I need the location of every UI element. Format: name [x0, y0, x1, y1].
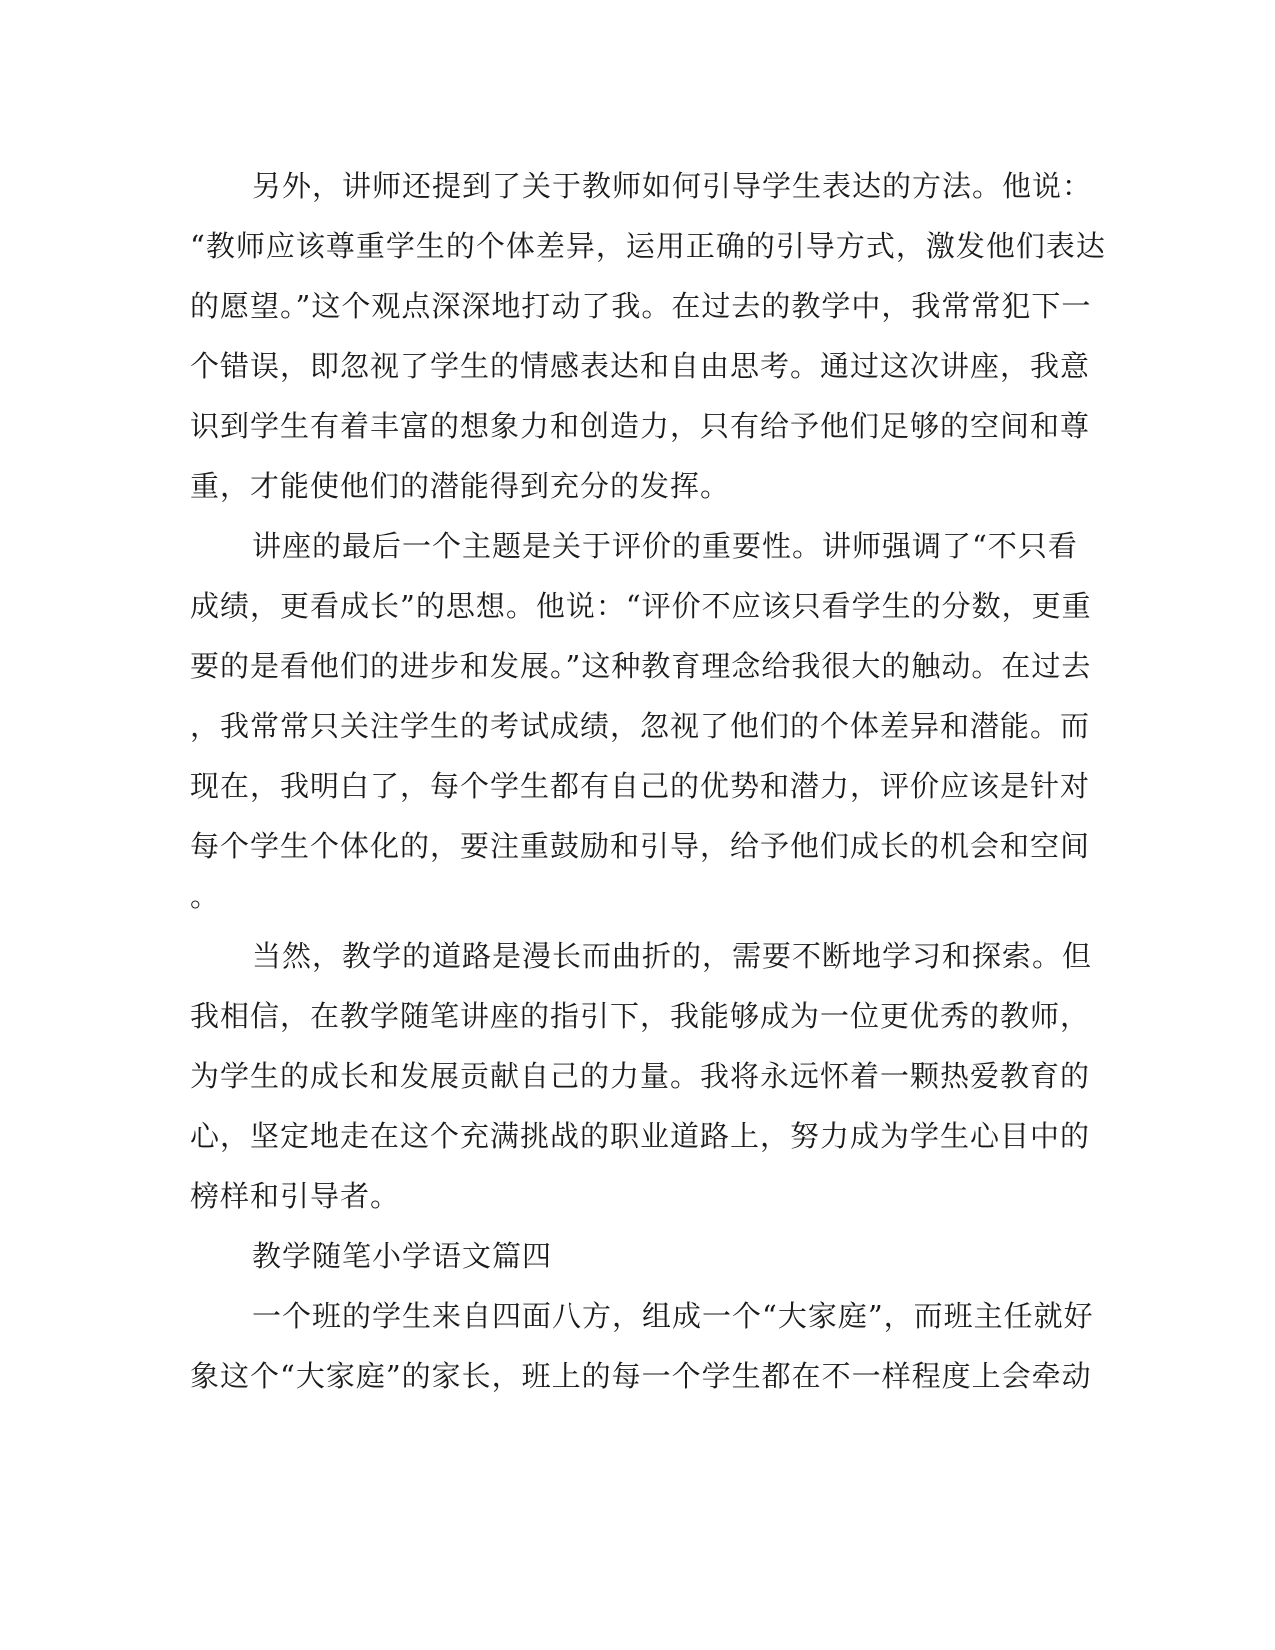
paragraph-2-line-2: 成绩，更看成长”的思想。他说：“评价不应该只看学生的分数，更重	[190, 589, 1092, 623]
paragraph-2-line-6: 每个学生个体化的，要注重鼓励和引导，给予他们成长的机会和空间	[190, 829, 1091, 863]
paragraph-2-line-4: ，我常常只关注学生的考试成绩，忽视了他们的个体差异和潜能。而	[190, 709, 1091, 743]
paragraph-2-line-3: 要的是看他们的进步和发展。”这种教育理念给我很大的触动。在过去	[190, 649, 1092, 683]
paragraph-1-line-5: 识到学生有着丰富的想象力和创造力，只有给予他们足够的空间和尊	[190, 409, 1091, 443]
paragraph-2-line-5: 现在，我明白了，每个学生都有自己的优势和潜力，评价应该是针对	[190, 769, 1091, 803]
paragraph-1-line-1: 另外，讲师还提到了关于教师如何引导学生表达的方法。他说：	[252, 169, 1093, 203]
section-heading: 教学随笔小学语文篇四	[252, 1239, 553, 1273]
paragraph-3-line-4: 心，坚定地走在这个充满挑战的职业道路上，努力成为学生心目中的	[190, 1119, 1091, 1153]
paragraph-3-line-5: 榜样和引导者。	[190, 1179, 401, 1213]
paragraph-3-line-1: 当然，教学的道路是漫长而曲折的，需要不断地学习和探索。但	[252, 939, 1093, 973]
paragraph-3-line-3: 为学生的成长和发展贡献自己的力量。我将永远怀着一颗热爱教育的	[190, 1059, 1091, 1093]
paragraph-2-line-7: 。	[190, 879, 221, 913]
paragraph-2-line-1: 讲座的最后一个主题是关于评价的重要性。讲师强调了“不只看	[252, 529, 1078, 563]
paragraph-1-line-6: 重，才能使他们的潜能得到充分的发挥。	[190, 469, 731, 503]
paragraph-4-line-1: 一个班的学生来自四面八方，组成一个“大家庭”，而班主任就好	[252, 1299, 1094, 1333]
paragraph-1-line-4: 个错误，即忽视了学生的情感表达和自由思考。通过这次讲座，我意	[190, 349, 1091, 383]
paragraph-1-line-3: 的愿望。”这个观点深深地打动了我。在过去的教学中，我常常犯下一	[190, 289, 1092, 323]
paragraph-4-line-2: 象这个“大家庭”的家长，班上的每一个学生都在不一样程度上会牵动	[190, 1359, 1092, 1393]
paragraph-1-line-2: “教师应该尊重学生的个体差异，运用正确的引导方式，激发他们表达	[190, 229, 1106, 263]
paragraph-3-line-2: 我相信，在教学随笔讲座的指引下，我能够成为一位更优秀的教师，	[190, 999, 1091, 1033]
